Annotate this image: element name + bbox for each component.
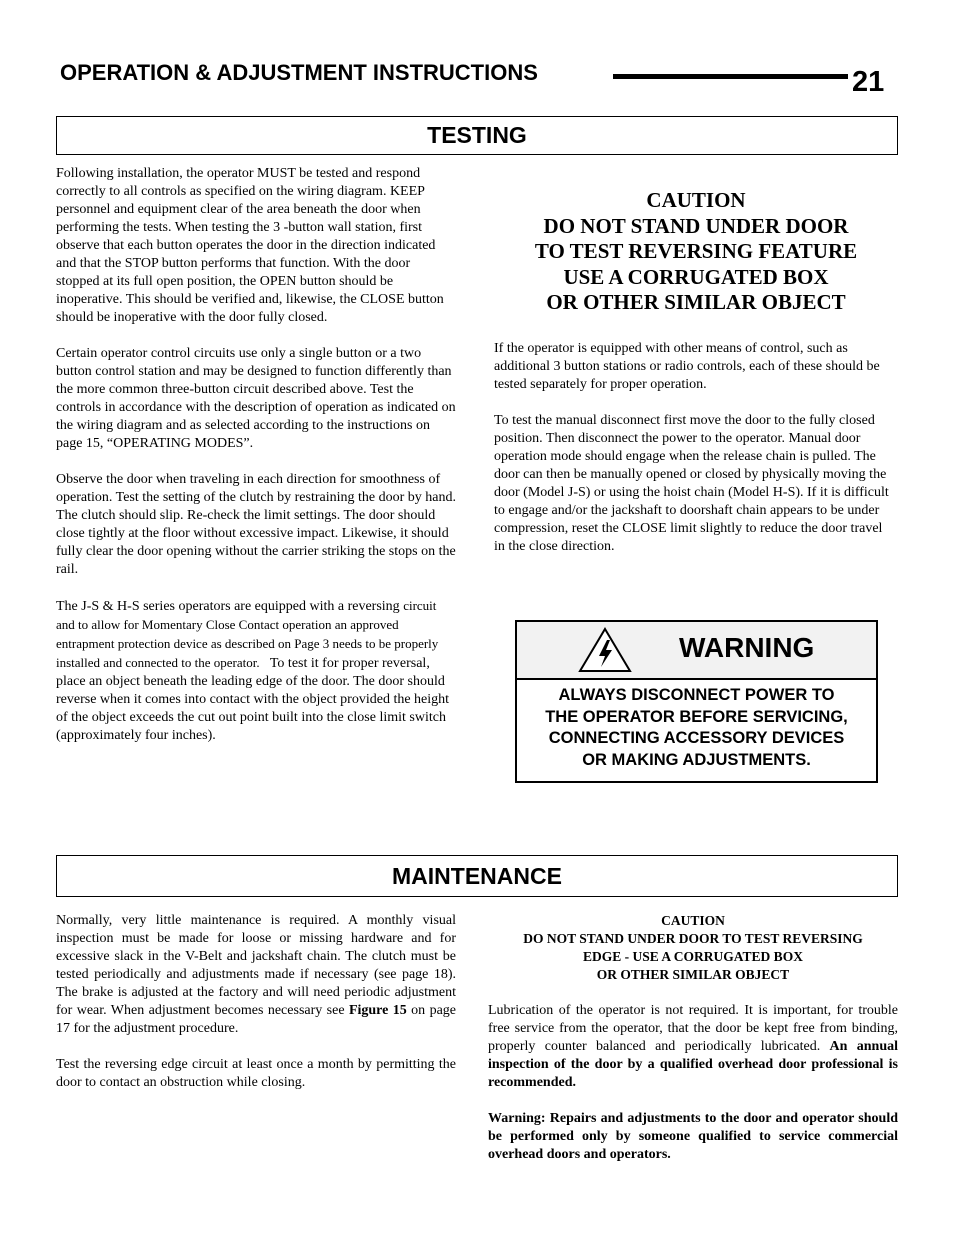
- lubrication-text: Lubrication of the operator is not required. It is important, for trouble free service from the operator, that the door be kept free from binding, properly counter balanced and periodically lubricated.: [488, 1003, 898, 1054]
- testing-heading: TESTING: [56, 116, 898, 155]
- maintenance-right-column: [488, 1002, 898, 1182]
- lubrication-paragraph: [488, 1002, 898, 1092]
- testing-paragraph-4: [56, 597, 456, 745]
- maintenance-paragraph-1: [56, 912, 456, 1038]
- maintenance-heading: MAINTENANCE: [56, 855, 898, 897]
- caution-line: EDGE - USE A CORRUGATED BOX: [583, 949, 803, 964]
- caution-line: OR OTHER SIMILAR OBJECT: [546, 290, 846, 314]
- service-warning: Warning: Repairs and adjustments to the door and operator should be performed only by someone qualified to service commercial overhead doors and operators.: [488, 1111, 898, 1162]
- caution-line: DO NOT STAND UNDER DOOR: [543, 213, 849, 238]
- caution-line: TO TEST REVERSING FEATURE: [534, 239, 858, 263]
- reversing-text-c: To test it for proper reversal, place an object beneath the leading edge of the door. The door should reverse when it comes into contact with the object provided the height of the object exceeds the cut out point built into the close limit switch (approximately four inches).: [56, 656, 450, 743]
- warning-line: ALWAYS DISCONNECT POWER TO: [558, 686, 835, 704]
- caution-line: OR OTHER SIMILAR OBJECT: [596, 967, 790, 982]
- maintenance-paragraph-2: Test the reversing edge circuit at least once a month by permitting the door to contact an obstruction while closing.: [56, 1057, 456, 1090]
- testing-left-column: [56, 165, 456, 763]
- maintenance-left-column: [56, 912, 456, 1110]
- inspection-note: An annual inspection of the door by a qualified overhead door professional is recommended.: [488, 1039, 898, 1090]
- warning-line: CONNECTING ACCESSORY DEVICES: [548, 729, 845, 747]
- warning-body: [517, 680, 876, 771]
- warning-title: WARNING: [679, 632, 815, 663]
- caution-line: USE A CORRUGATED BOX: [563, 264, 829, 289]
- reversing-text-b: circuit and to allow for Momentary Close Contact operation an approved entrapment protection device as described on Page 3 needs to be properly installed and connected to the operator.: [56, 598, 439, 670]
- warning-line: THE OPERATOR BEFORE SERVICING,: [545, 707, 848, 726]
- caution-line: CAUTION: [646, 188, 746, 212]
- caution-line: CAUTION: [661, 913, 725, 928]
- maintenance-p1-tail: on page 17 for the adjustment procedure.: [56, 1003, 457, 1036]
- figure-reference: Figure 15: [348, 1003, 407, 1018]
- testing-paragraph-2: Certain operator control circuits use only a single button or a two button control station and may be designed to function differently than the more common three-button circuit described above. Test the controls in accordance with the description of operation as indicated on the wiring diagram and as selected according to the instructions on page 15, “OPERATING MODES”.: [56, 346, 456, 451]
- caution-line: DO NOT STAND UNDER DOOR TO TEST REVERSING: [523, 931, 863, 946]
- warning-box: [515, 620, 878, 783]
- testing-right-paragraph-1: If the operator is equipped with other means of control, such as additional 3 button stations or radio controls, each of these should be tested separately for proper operation.: [494, 341, 880, 392]
- header-rule: [613, 74, 848, 79]
- warning-line: OR MAKING ADJUSTMENTS.: [582, 750, 811, 769]
- testing-paragraph-3: Observe the door when traveling in each direction for smoothness of operation. Test the setting of the clutch by restraining the door by hand. The clutch should slip. Re-check the limit settings. The door should close tightly at the floor without excessive impact. Likewise, it should fully clear the door opening without the carrier striking the stops on the rail.: [56, 472, 456, 577]
- testing-caution: [495, 188, 897, 316]
- maintenance-p1-text: Normally, very little maintenance is required. A monthly visual inspection must be made for loose or missing hardware and for excessive slack in the V-Belt and jackshaft chain. The clutch must be tested periodically and adjustments made if necessary (see page 18). The brake is adjusted at the factory and will need periodic adjustment for wear. When adjustment becomes necessary see: [56, 913, 456, 1018]
- warning-header: [517, 622, 876, 680]
- reversing-text-a: The J-S & H-S series operators are equipped with a reversing: [56, 599, 400, 614]
- high-voltage-icon: [577, 626, 633, 674]
- testing-right-column: [494, 340, 892, 574]
- testing-right-paragraph-2: To test the manual disconnect first move the door to the fully closed position. Then disconnect the power to the operator. Manual door operation mode should engage when the release chain is pulled. The door can then be manually opened or closed by physically moving the door (Model J-S) or using the hoist chain (Model H-S). If it is difficult to engage and/or the jackshaft to doorshaft chain appears to be under compression, reset the CLOSE limit slightly to reduce the door travel in the close direction.: [494, 413, 889, 554]
- testing-paragraph-1: Following installation, the operator MUST be tested and respond correctly to all controls as specified on the wiring diagram. KEEP personnel and equipment clear of the area beneath the door when performing the tests. When testing the 3 -button wall station, first observe that each button operates the door in the direction indicated and that the STOP button performs that function. With the door stopped at its full open position, the OPEN button should be inoperative. This should be verified and, likewise, the CLOSE button should be inoperative with the door fully closed.: [56, 166, 444, 325]
- page-number: 21: [852, 66, 885, 98]
- page-title: OPERATION & ADJUSTMENT INSTRUCTIONS: [60, 60, 538, 85]
- maintenance-caution: [488, 912, 898, 984]
